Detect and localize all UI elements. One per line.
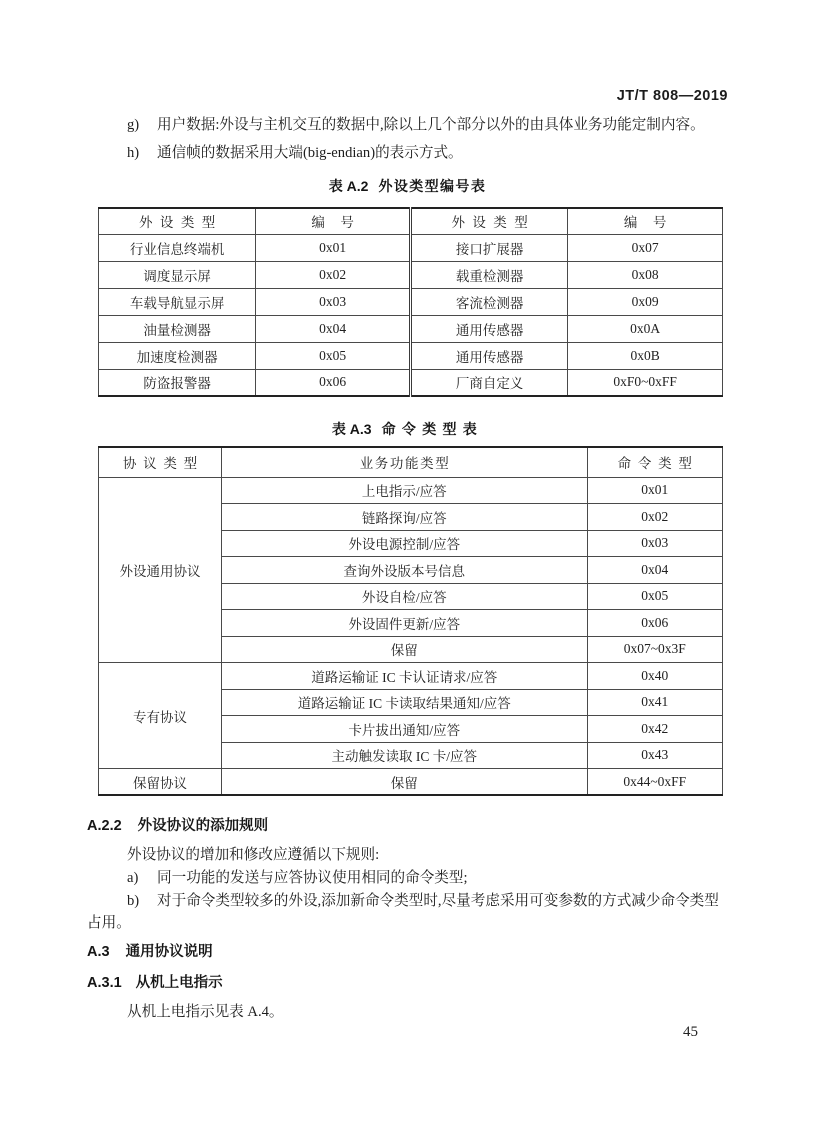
peripheral-type-cell: 加速度检测器 [99, 342, 256, 369]
protocol-type-cell: 外设通用协议 [99, 477, 222, 663]
function-type-cell: 卡片拔出通知/应答 [221, 716, 587, 743]
peripheral-code-cell: 0x09 [568, 288, 723, 315]
rule-item-b [87, 890, 728, 934]
peripheral-code-cell: 0xF0~0xFF [568, 369, 723, 396]
function-type-cell: 道路运输证 IC 卡认证请求/应答 [221, 663, 587, 690]
table-a2-header-cell: 编号 [568, 208, 723, 234]
list-item-text: 用户数据:外设与主机交互的数据中,除以上几个部分以外的由具体业务功能定制内容。 [157, 117, 705, 133]
a31-paragraph: 从机上电指示见表 A.4。 [127, 1004, 284, 1020]
section-title: 外设协议的添加规则 [137, 818, 269, 834]
command-code-cell: 0x02 [587, 504, 722, 531]
table-a2-row [99, 261, 723, 288]
peripheral-type-cell: 通用传感器 [410, 315, 567, 342]
command-code-cell: 0x07~0x3F [587, 636, 722, 663]
peripheral-code-cell: 0x01 [256, 234, 411, 261]
peripheral-type-cell: 厂商自定义 [410, 369, 567, 396]
peripheral-type-table [98, 207, 723, 397]
section-heading-a31 [87, 971, 728, 992]
command-type-table [98, 446, 723, 796]
function-type-cell: 道路运输证 IC 卡读取结果通知/应答 [221, 689, 587, 716]
table-a2-header-row [99, 208, 723, 234]
section-number: A.3.1 [87, 975, 122, 991]
function-type-cell: 链路探询/应答 [221, 504, 587, 531]
table-a3-row [99, 769, 723, 796]
rule-item-a [87, 868, 728, 889]
table-a3-header-cell: 命令类型 [587, 447, 722, 477]
peripheral-type-cell: 行业信息终端机 [99, 234, 256, 261]
command-code-cell: 0x43 [587, 742, 722, 769]
standard-number-header: JT/T 808—2019 [616, 88, 728, 104]
peripheral-code-cell: 0x07 [568, 234, 723, 261]
list-item-g [87, 115, 728, 136]
function-type-cell: 主动触发读取 IC 卡/应答 [221, 742, 587, 769]
table-a3-header-cell: 协议类型 [99, 447, 222, 477]
list-marker: g) [127, 117, 140, 133]
table-a2-title-text: 外设类型编号表 [378, 178, 487, 194]
table-a3-title-text: 命令类型表 [381, 421, 484, 437]
command-code-cell: 0x44~0xFF [587, 769, 722, 796]
command-code-cell: 0x05 [587, 583, 722, 610]
table-a2-row [99, 342, 723, 369]
function-type-cell: 外设电源控制/应答 [221, 530, 587, 557]
table-a2-row [99, 288, 723, 315]
peripheral-code-cell: 0x02 [256, 261, 411, 288]
table-a2-title [87, 176, 728, 196]
list-item-text: 对于命令类型较多的外设,添加新命令类型时,尽量考虑采用可变参数的方式减少命令类型占用。 [87, 893, 719, 931]
list-item-text: 通信帧的数据采用大端(big-endian)的表示方式。 [157, 145, 463, 161]
table-a2-row [99, 369, 723, 396]
table-a3-header-row [99, 447, 723, 477]
peripheral-type-cell: 油量检测器 [99, 315, 256, 342]
section-number: A.3 [87, 944, 110, 960]
peripheral-type-cell: 客流检测器 [410, 288, 567, 315]
peripheral-code-cell: 0x05 [256, 342, 411, 369]
table-a2-header-cell: 外设类型 [410, 208, 567, 234]
peripheral-type-cell: 接口扩展器 [410, 234, 567, 261]
intro-list [87, 115, 728, 164]
peripheral-type-cell: 防盗报警器 [99, 369, 256, 396]
section-heading-a3 [87, 940, 728, 961]
protocol-type-cell: 专有协议 [99, 663, 222, 769]
command-code-cell: 0x40 [587, 663, 722, 690]
peripheral-code-cell: 0x03 [256, 288, 411, 315]
table-a2-title-number: 表 A.2 [328, 178, 369, 194]
section-title: 从机上电指示 [135, 975, 223, 991]
table-a3-title [87, 419, 728, 439]
list-marker: a) [127, 870, 139, 886]
section-number: A.2.2 [87, 818, 122, 834]
command-code-cell: 0x06 [587, 610, 722, 637]
function-type-cell: 上电指示/应答 [221, 477, 587, 504]
list-item-text: 同一功能的发送与应答协议使用相同的命令类型; [157, 870, 468, 886]
function-type-cell: 外设自检/应答 [221, 583, 587, 610]
peripheral-code-cell: 0x0B [568, 342, 723, 369]
peripheral-code-cell: 0x0A [568, 315, 723, 342]
list-marker: b) [127, 893, 140, 909]
peripheral-type-cell: 通用传感器 [410, 342, 567, 369]
peripheral-code-cell: 0x08 [568, 261, 723, 288]
table-a3-header-cell: 业务功能类型 [221, 447, 587, 477]
list-item-h [87, 143, 728, 164]
page-number: 45 [683, 1024, 698, 1040]
table-a2-row [99, 234, 723, 261]
command-code-cell: 0x01 [587, 477, 722, 504]
command-code-cell: 0x41 [587, 689, 722, 716]
section-heading-a22 [87, 814, 728, 835]
function-type-cell: 查询外设版本号信息 [221, 557, 587, 584]
table-a2-header-cell: 外设类型 [99, 208, 256, 234]
function-type-cell: 外设固件更新/应答 [221, 610, 587, 637]
peripheral-type-cell: 车载导航显示屏 [99, 288, 256, 315]
section-title: 通用协议说明 [125, 944, 213, 960]
peripheral-type-cell: 载重检测器 [410, 261, 567, 288]
table-a2-row [99, 315, 723, 342]
command-code-cell: 0x04 [587, 557, 722, 584]
a22-intro-paragraph: 外设协议的增加和修改应遵循以下规则: [127, 847, 380, 863]
peripheral-code-cell: 0x06 [256, 369, 411, 396]
function-type-cell: 保留 [221, 769, 587, 796]
command-code-cell: 0x42 [587, 716, 722, 743]
peripheral-type-cell: 调度显示屏 [99, 261, 256, 288]
function-type-cell: 保留 [221, 636, 587, 663]
protocol-type-cell: 保留协议 [99, 769, 222, 796]
list-marker: h) [127, 145, 140, 161]
table-a3-row [99, 477, 723, 504]
table-a3-title-number: 表 A.3 [331, 421, 372, 437]
table-a2-header-cell: 编号 [256, 208, 411, 234]
table-a3-row [99, 663, 723, 690]
peripheral-code-cell: 0x04 [256, 315, 411, 342]
command-code-cell: 0x03 [587, 530, 722, 557]
